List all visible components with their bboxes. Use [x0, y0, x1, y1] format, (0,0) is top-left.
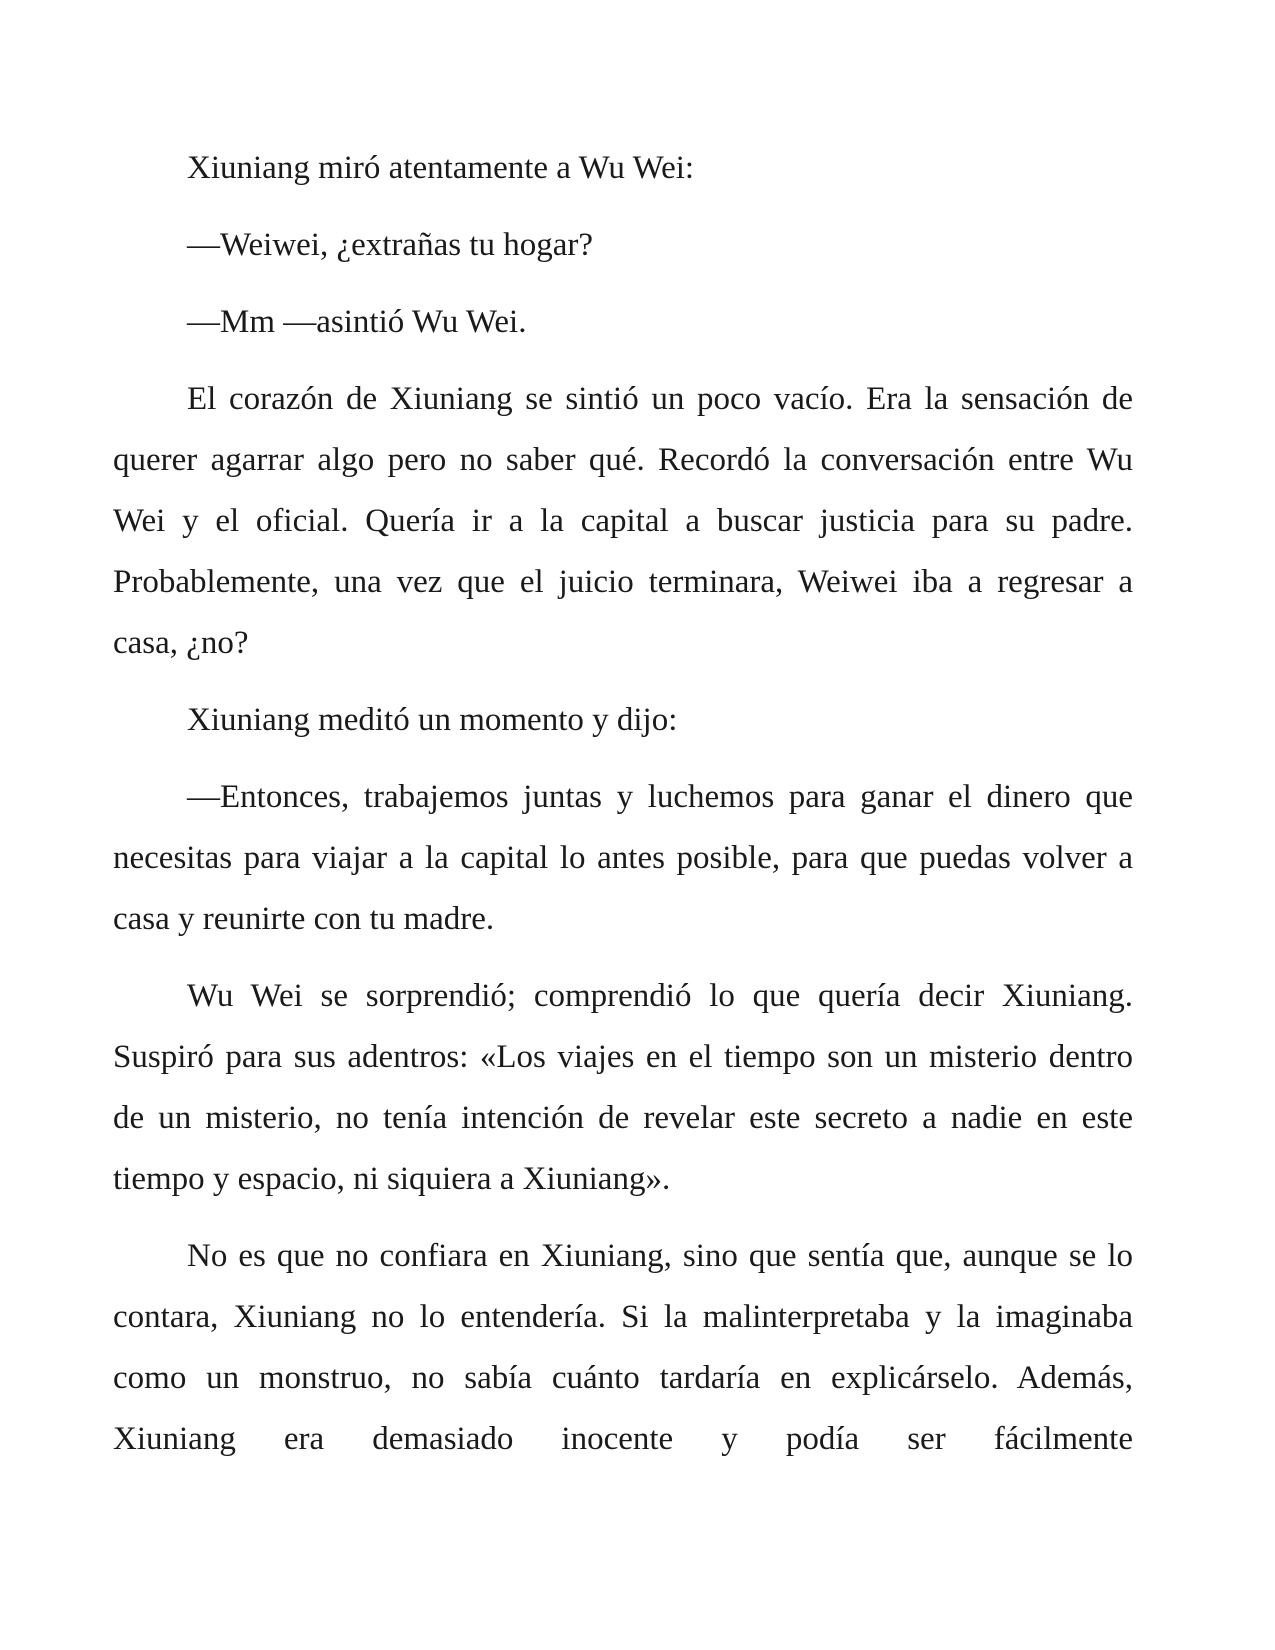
document-page [113, 138, 1133, 1486]
paragraph-6: —Entonces, trabajemos juntas y luchemos para ganar el dinero que necesitas para viajar a la capital lo antes posible, para que puedas volver a casa y reunirte con tu madre. [113, 779, 1133, 937]
paragraph-3: —Mm —asintió Wu Wei. [187, 304, 527, 340]
paragraph-8: No es que no confiara en Xiuniang, sino que sentía que, aunque se lo contara, Xiuniang no lo entendería. Si la malinterpretaba y la imaginaba como un monstruo, no sabía cuánto tardaría en explicárselo. Además, Xiuniang era demasiado inocente y podía ser fácilmente [113, 1238, 1133, 1457]
paragraph-2: —Weiwei, ¿extrañas tu hogar? [187, 227, 594, 263]
paragraph-7: Wu Wei se sorprendió; comprendió lo que quería decir Xiuniang. Suspiró para sus adentros: «Los viajes en el tiempo son un misterio dentro de un misterio, no tenía intención de revelar este secreto a nadie en este tiempo y espacio, ni siquiera a Xiuniang». [113, 978, 1133, 1197]
paragraph-5: Xiuniang meditó un momento y dijo: [187, 702, 678, 738]
paragraph-1: Xiuniang miró atentamente a Wu Wei: [187, 150, 695, 186]
paragraph-4: El corazón de Xiuniang se sintió un poco vacío. Era la sensación de querer agarrar algo pero no saber qué. Recordó la conversación entre Wu Wei y el oficial. Quería ir a la capital a buscar justicia para su padre. Probablemente, una vez que el juicio terminara, Weiwei iba a regresar a casa, ¿no? [113, 381, 1133, 661]
